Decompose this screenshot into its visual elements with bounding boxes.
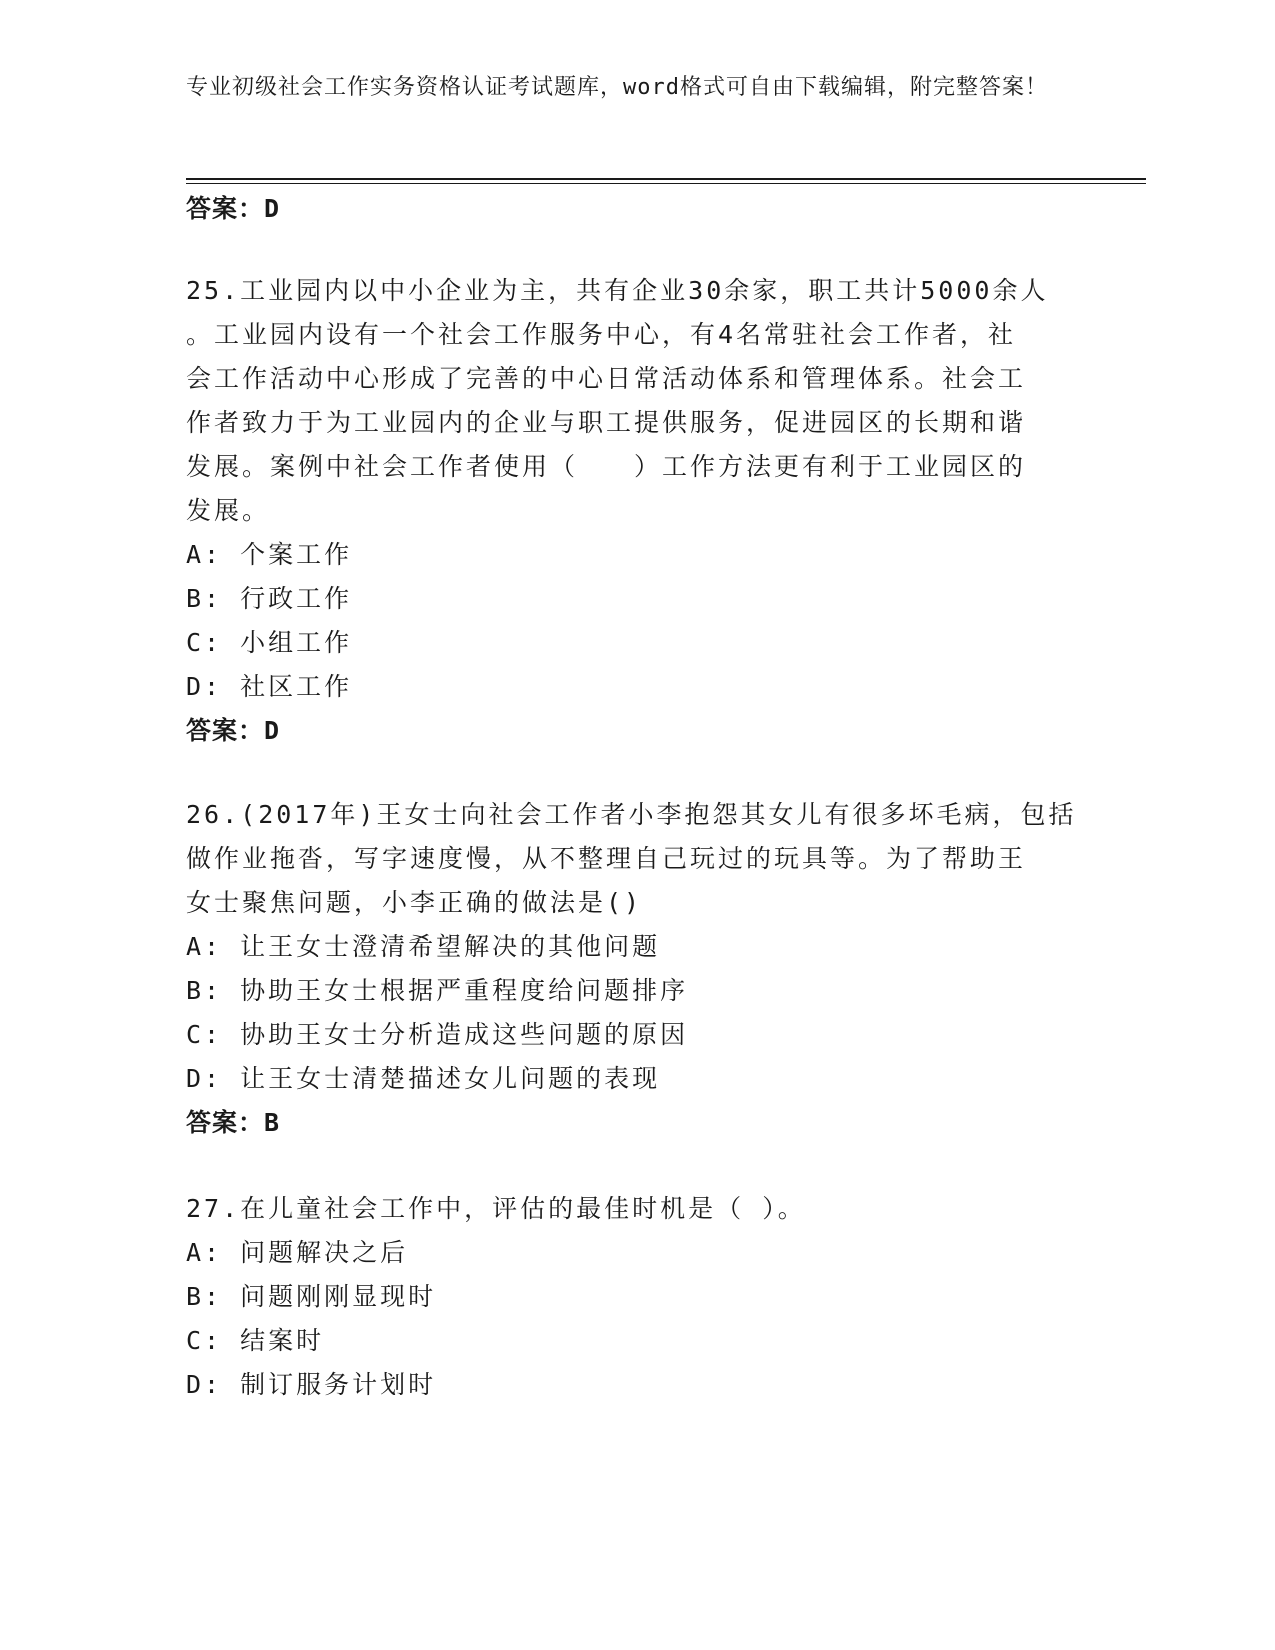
option-a: A: 让王女士澄清希望解决的其他问题 [186,932,661,961]
header-rule [186,178,1146,180]
question-stem-line: 26.(2017年)王女士向社会工作者小李抱怨其女儿有很多坏毛病，包括 [186,800,1077,829]
option-b: B: 行政工作 [186,584,353,613]
option-d: D: 制订服务计划时 [186,1370,437,1399]
question-stem-line: 女士聚焦问题，小李正确的做法是() [186,888,643,917]
question-stem-line: 发展。案例中社会工作者使用（ ）工作方法更有利于工业园区的 [186,452,1027,481]
header-text: 专业初级社会工作实务资格认证考试题库，word格式可自由下载编辑，附完整答案！ [186,75,1048,100]
question-stem-line: 做作业拖沓，写字速度慢，从不整理自己玩过的玩具等。为了帮助王 [186,844,1027,873]
answer: 答案：D [186,716,281,745]
question-stem-line: 作者致力于为工业园内的企业与职工提供服务，促进园区的长期和谐 [186,408,1027,437]
option-c: C: 协助王女士分析造成这些问题的原因 [186,1020,689,1049]
option-d: D: 社区工作 [186,672,353,701]
option-a: A: 个案工作 [186,540,353,569]
option-c: C: 小组工作 [186,628,353,657]
question-stem-line: 会工作活动中心形成了完善的中心日常活动体系和管理体系。社会工 [186,364,1027,393]
question-stem-line: 25.工业园内以中小企业为主，共有企业30余家，职工共计5000余人 [186,276,1049,305]
option-d: D: 让王女士清楚描述女儿问题的表现 [186,1064,661,1093]
question-stem-line: 。工业园内设有一个社会工作服务中心，有4名常驻社会工作者，社 [186,320,1017,349]
option-a: A: 问题解决之后 [186,1238,409,1267]
previous-answer: 答案：D [186,194,281,223]
header-rule-thin [186,183,1146,184]
question-stem-line: 发展。 [186,496,271,525]
question-stem-line: 27.在儿童社会工作中，评估的最佳时机是（ ）。 [186,1194,806,1223]
option-c: C: 结案时 [186,1326,325,1355]
option-b: B: 问题刚刚显现时 [186,1282,437,1311]
option-b: B: 协助王女士根据严重程度给问题排序 [186,976,689,1005]
answer: 答案：B [186,1108,281,1137]
